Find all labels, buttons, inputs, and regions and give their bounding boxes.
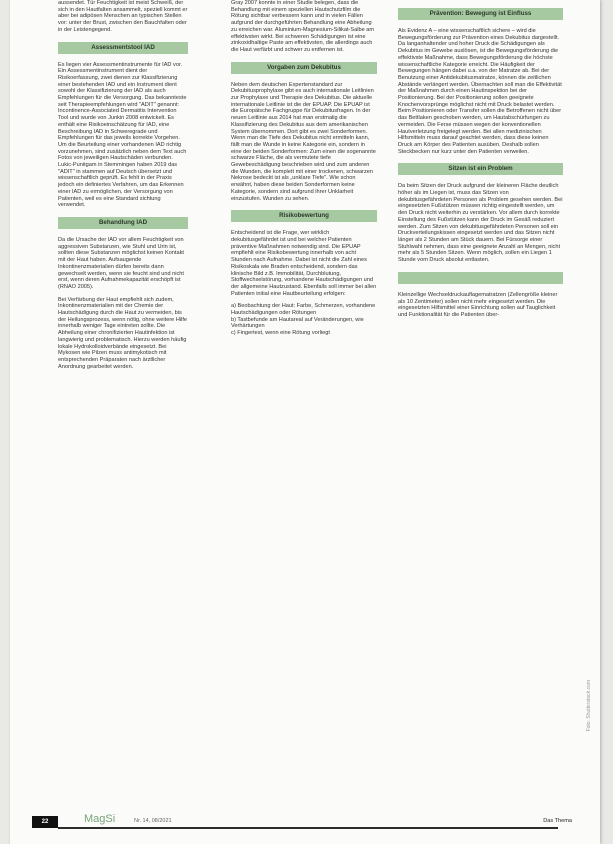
text-column-1: [58, 0, 188, 820]
magazine-logo: MagSi: [84, 813, 116, 825]
section-heading-treatment: Behandlung IAD: [58, 217, 188, 229]
risk-paragraph: Entscheidend ist die Frage, wer wirklich dekubitusgefährdet ist und bei welcher Patienten präventive Maßnahmen notwendig sind. Die EPUAP empfiehlt eine Risikobewertung innerhalb von acht Stunden nach Aufnahme. Dabei ist nicht die Zahl eines Risikoskala wie Braden entscheidend, sondern das klinische Bild z.B. Immobilität, Durchblutung, Stoffwechselstörung, vorhandene Hautschädigungen und der allgemeine Hautzustand. Ebenfalls soll immer bei allen Patienten initial eine Hautbeurteilung erfolgen:: [231, 230, 377, 297]
aids-paragraph: Kleinzellige Wechseldruckauflagematratzen (Zellengröße kleiner als 10 Zentimeter) sollen nicht mehr eingesetzt werden. Die eingesetzten Hilfsmittel einer Einrichtung sollen auf Tauglichkeit und Funktionalität für die Patienten über-: [398, 291, 558, 318]
guidelines-paragraph: Neben dem deutschen Expertenstandard zur Dekubitusprophylaxe gibt es auch internationale Leitlinien zur Prophylaxe und Therapie des Dekubitus. Die aktuelle internationale Leitlinie ist die der EPUAP. Die EPUAP ist die Europäische Fachgruppe für Dekubitusfragen. In der neuen Leitlinie aus 2014 hat man erstmalig die Klassifizierung des Dekubitus aus dem amerikanischen System übernommen. Dort gibt es zwei Sonderformen. Wenn man die Tiefe des Dekubitus nicht ermitteln kann, fällt man die Wunde in keine Kategorie ein, sondern in eine der beiden Sonderformen: Zum einen die sogenannte schwarze Fläche, die als vermutete tiefe Gewebeschädigung beschrieben wird und zum anderen die Wunden, die komplett mit einer trockenen, schwarzen Nekrose bedeckt ist als „unklare Tiefe". Wie schon erwähnt, haben diese beiden Sonderformen keine Kategorie, sondern sind aufgrund ihrer Unklarheit einzustufen. Wunden zu sehen.: [231, 81, 376, 202]
page-footer: [32, 811, 572, 835]
photo-credit: Foto: Shutterstock.com: [586, 680, 592, 732]
page-number: 22: [32, 816, 58, 828]
section-heading-assessment: Assessmentstool IAD: [58, 42, 188, 54]
section-heading-aids: [398, 272, 563, 284]
section-heading-sitting: Sitzen ist ein Problem: [398, 163, 563, 175]
section-heading-guidelines: Vorgaben zum Dekubitus: [231, 62, 377, 74]
section-heading-prevention: Prävention: Bewegung ist Einfluss: [398, 8, 563, 20]
treatment-paragraph: Da die Ursache der IAD vor allem Feuchtigkeit von aggressiven Substanzen, wie Stuhl und Urin ist, sollten diese Substanzen möglichst keinen Kontakt mit der Haut haben. Aufsaugende Inkontinenzmaterialien dürfen bereits dann gewechselt werden, wenn sie feucht sind und nicht erst, wenn deren Aufnahmekapazität erschöpft ist (RNAO 2005).: [58, 236, 184, 290]
study-paragraph: Gray 2007 konnte in einer Studie belegen, dass die Behandlung mit einem speziellen Hautschutzfilm die Rötung sichtbar verbessern kann und in vielen Fällen aufgrund der durchgeführten Behandlung eine Abheilung zu erreichen war. Aluminium-Magnesium-Silikat-Salbe am effektivsten wirkt. Bei schweren Schädigungen ist eine zinkoxidhaltige Paste am effektivsten, die allerdings auch die Haut verfärbt und schwer zu entfernen ist.: [231, 0, 375, 53]
prevention-paragraph: Als Evidenz A – eine wissenschaftlich sichere – wird die Bewegungsförderung zur Prävention eines Dekubitus dargestellt. Da langanhaltender und hoher Druck die Schädigungen als Dekubitus im Gewebe auslösen, ist die Bewegungsförderung die effektivste Maßnahme, dass Bewegungsförderung die höchste wissenschaftliche Kategorie erreicht. Die Häufigkeit der Bewegungen hängen dabei u.a. von der Matratze ab. Bei der Benutzung einer Antidekubitusmatratze, können die zeitlichen Abstände verlängert werden. Übernachten soll man die Effektivität der Maßnahmen durch einen Hautinspektion bei der Positionierung. Bei der Positionierung sollen geeignete Knochenvorsprünge möglichst nicht mit Druck belastet werden. Beim Positionieren oder Transfer sollen die Betroffenen nicht über das Bettlaken geschoben werden, um Hautabschürfungen zu vermeiden. Die Ferse müssen wegen der konventionellen Hautverletzung freigelegt werden. Bei allen medizinischen Hilfsmitteln muss darauf geachtet werden, dass diese keinen Druck am Körper des Patienten ausüben. Deshalb sollen Steckbecken nur kurz unter den Patienten verweilen.: [398, 28, 562, 155]
list-item: c) Fingertest, wenn eine Rötung vorliegt: [231, 330, 330, 337]
treatment-paragraph-2: Bei Verfärbung der Haut empfiehlt sich zudem, Inkontinenzmaterialien mit der Chemie der Hautschädigung durch die Haut zu vermeiden, bis der Heilungsprozess, wenn nötig, ohne weitere Hilfe innerhalb weniger Tage eintreten sollte. Die Abheilung einer chronifizierten Hautinfektion ist langwierig und problematisch. Hierzu werden häufig lokale Hydrokolloidverbände eingesetzt. Bei Mykosen wie Pilzen muss antimykotisch mit entsprechenden Präparaten nach ärztlicher Anordnung gearbeitet werden.: [58, 296, 188, 370]
text-column-2: [231, 0, 377, 820]
issue-label: Nr. 14, 08/2021: [134, 818, 172, 824]
section-heading-risk: Risikobewertung: [231, 210, 377, 222]
skin-assessment-list: [231, 303, 377, 337]
sitting-paragraph: Da beim Sitzen der Druck aufgrund der kleineren Fläche deutlich höher als im Liegen ist, muss das Sitzen von dekubitusgefährdeten Personen als Problem gesehen werden. Bei eingesetzten Fußstützen müssen richtig eingestellt werden, um den Druck nicht weiterhin zu verstärken. Vor allem durch korrekte Einstellung des Fußstützen kann der Druck im Gesäß reduziert werden. Zum Sitzen von dekubitusgefährdeten Personen soll ein Druckverteilungskissen eingesetzt werden und das Sitzen nicht länger als 2 Stunden am Stück dauern. Bei Fürsorge einer Stuhlwahl nehmen, dass eine geeignete Anzahl an Mengen, nicht mehr als 5 Stunden Sitzen. Wenn möglich, sollen ein Liegen 1 Stunde vom Druck absolut entlasten.: [398, 183, 563, 264]
footer-rule: [58, 827, 558, 829]
text-column-3: [398, 0, 563, 820]
intro-paragraph: aussendet. Tür Feuchtigkeit ist meist Schweiß, der sich in den Hautfalten ansammelt, speziell kommt er aber bei adipösen Menschen an typischen Stellen vor: unter der Brust, zwischen den Bauchfalten oder in der Leistengegend.: [58, 0, 188, 33]
list-item: a) Beobachtung der Haut: Farbe, Schmerzen, vorhandene Hautschädigungen oder Rötungen: [231, 303, 376, 317]
assessment-paragraph: Es liegen vier Assessmentinstrumente für IAD vor. Ein Assessmentinstrument dient der Risikoerfassung, zwei dienen zur Klassifizierung einer bestehenden IAD und ein Instrument dient sowohl der Klassifizierung der IAD als auch Empfehlungen für die Versorgung. Das bekannteste seit Therapieempfehlungen wird "ADIT" genannt: Incontinence-Associated Dermatitis Intervention Tool und wurde von Junkin 2008 entwickelt. Es enthält eine Risikoeinschätzung für IAD, eine Beschreibung IAD in Schweregrade und Empfehlungen für das jeweils korrekte Vorgehen. Um die Beurteilung einer vorhandenen IAD richtig vorzunehmen, sind zusätzlich neben dem Text auch Fotos von jeweiligen Hautschäden verbunden. Lukic-Punitgam in Stemmingen haben 2019 das "ADIT" in stammen auf Deutsch übersetzt und wissenschaftlich geprüft. Es fehlt in der Praxis jedoch ein definiertes Verfahren, um das Erkennen einer IAD zu ermöglichen, der Versorgung von Patienten, weil es eine Standard sichtung verwendet.: [58, 61, 187, 209]
section-label: Das Thema: [543, 818, 572, 824]
list-item: b) Tastbefunde am Hautareal auf Veränderungen, wie Verhärtungen: [231, 316, 364, 330]
magazine-page: [10, 0, 600, 844]
